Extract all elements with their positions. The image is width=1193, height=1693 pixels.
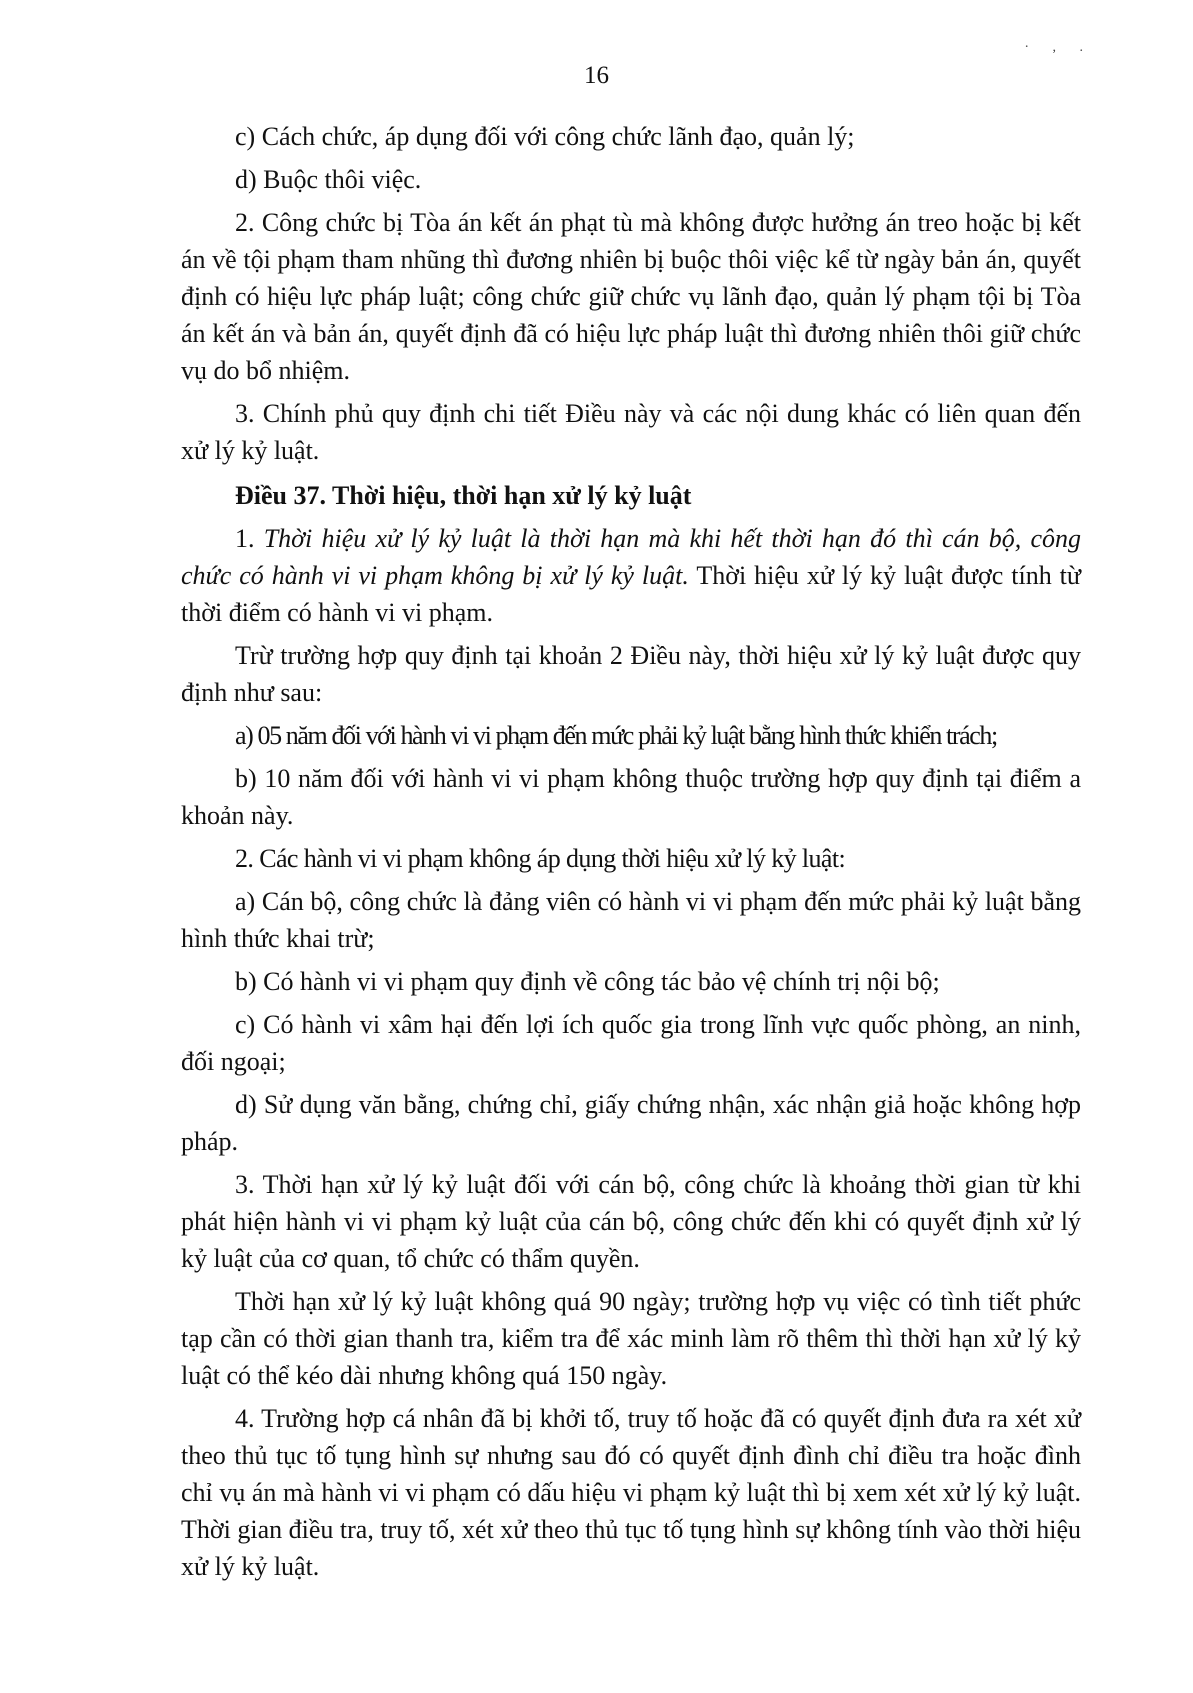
paragraph-article37-clause-4: 4. Trường hợp cá nhân đã bị khởi tố, truy tố hoặc đã có quyết định đưa ra xét xử theo thủ tục tố tụng hình sự nhưng sau đó có quyết định đình chỉ điều tra hoặc đình chỉ vụ án mà hành vi vi phạm có dấu hiệu vi phạm kỷ luật thì bị xem xét xử lý kỷ luật. Thời gian điều tra, truy tố, xét xử theo thủ tục tố tụng hình sự không tính vào thời hiệu xử lý kỷ luật. [181,1404,1081,1581]
paragraph-article37-clause-3: 3. Thời hạn xử lý kỷ luật đối với cán bộ, công chức là khoảng thời gian từ khi phát hiện hành vi vi phạm kỷ luật của cán bộ, công chức đến khi có quyết định xử lý kỷ luật của cơ quan, tổ chức có thẩm quyền. [181,1170,1081,1273]
paragraph-exception-d: d) Sử dụng văn bằng, chứng chỉ, giấy chứng nhận, xác nhận giả hoặc không hợp pháp. [181,1090,1081,1156]
scan-specks: · , . [1024,40,1093,55]
paragraph-exception-b: b) Có hành vi vi phạm quy định về công tác bảo vệ chính trị nội bộ; [235,967,940,996]
paragraph-statute-b: b) 10 năm đối với hành vi vi phạm không thuộc trường hợp quy định tại điểm a khoản này. [181,764,1081,830]
document-body [181,118,1081,1591]
paragraph-clause-3: 3. Chính phủ quy định chi tiết Điều này và các nội dung khác có liên quan đến xử lý kỷ luật. [181,399,1081,465]
clause-1-number: 1. [235,524,264,553]
paragraph-article37-clause-2: 2. Các hành vi vi phạm không áp dụng thời hiệu xử lý kỷ luật: [235,844,846,873]
clause-1-definition: Thời hiệu xử lý kỷ luật là thời hạn mà khi hết thời hạn đó thì cán bộ, công chức có hành vi vi phạm không bị xử lý kỷ luật. [181,524,1081,590]
article-37-heading: Điều 37. Thời hiệu, thời hạn xử lý kỷ luật [235,481,692,510]
page-number: 16 [584,62,609,89]
paragraph-statute-a: a) 05 năm đối với hành vi vi phạm đến mức phải kỷ luật bằng hình thức khiển trách; [235,721,997,750]
paragraph-clause-2: 2. Công chức bị Tòa án kết án phạt tù mà không được hưởng án treo hoặc bị kết án về tội phạm tham nhũng thì đương nhiên bị buộc thôi việc kể từ ngày bản án, quyết định có hiệu lực pháp luật; công chức giữ chức vụ lãnh đạo, quản lý phạm tội bị Tòa án kết án và bản án, quyết định đã có hiệu lực pháp luật thì đương nhiên thôi giữ chức vụ do bổ nhiệm. [181,208,1081,385]
paragraph-statute-intro: Trừ trường hợp quy định tại khoản 2 Điều này, thời hiệu xử lý kỷ luật được quy định như sau: [181,641,1081,707]
paragraph-dismissal-d: d) Buộc thôi việc. [235,165,422,194]
paragraph-dismissal-c: c) Cách chức, áp dụng đối với công chức lãnh đạo, quản lý; [235,122,855,151]
paragraph-exception-c: c) Có hành vi xâm hại đến lợi ích quốc gia trong lĩnh vực quốc phòng, an ninh, đối ngoại; [181,1010,1081,1076]
paragraph-time-limit: Thời hạn xử lý kỷ luật không quá 90 ngày; trường hợp vụ việc có tình tiết phức tạp cần có thời gian thanh tra, kiểm tra để xác minh làm rõ thêm thì thời hạn xử lý kỷ luật có thể kéo dài nhưng không quá 150 ngày. [181,1287,1081,1390]
clause-1-rest: Thời hiệu xử lý kỷ luật được tính từ thời điểm có hành vi vi phạm. [181,561,1081,627]
paragraph-article37-clause-1 [181,520,1081,631]
paragraph-exception-a: a) Cán bộ, công chức là đảng viên có hành vi vi phạm đến mức phải kỷ luật bằng hình thức khai trừ; [181,887,1081,953]
